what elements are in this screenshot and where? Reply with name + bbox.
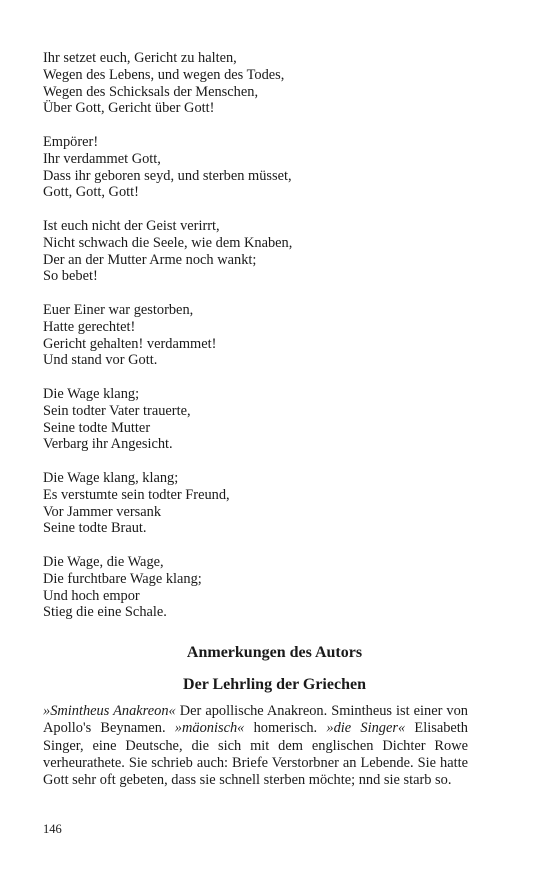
poem-line: Gericht gehalten! verdammet!: [43, 335, 217, 352]
stanza: [43, 134, 468, 201]
stanza: [43, 302, 468, 369]
note-text: homerisch.: [244, 720, 327, 737]
poem-line: Und stand vor Gott.: [43, 352, 158, 369]
stanza: [43, 386, 468, 453]
poem-line: Verbarg ihr Angesicht.: [43, 436, 173, 453]
stanza: [43, 218, 468, 285]
chapter-title: Der Lehrling der Griechen: [183, 676, 366, 694]
poem-line: Seine todte Mutter: [43, 419, 151, 436]
page-number: 146: [43, 822, 62, 836]
poem-line: Wegen des Lebens, und wegen des Todes,: [43, 66, 285, 83]
poem-line: Ihr verdammet Gott,: [43, 150, 161, 167]
poem-line: Empörer!: [43, 133, 99, 150]
poem: [43, 50, 468, 621]
poem-line: Die Wage klang, klang;: [43, 469, 179, 486]
poem-line: Die Wage, die Wage,: [43, 553, 164, 570]
poem-line: So bebet!: [43, 268, 98, 285]
note-term: »die Singer«: [326, 720, 406, 737]
poem-line: Vor Jammer versank: [43, 503, 162, 520]
poem-line: Seine todte Braut.: [43, 520, 147, 537]
poem-line: Hatte gerechtet!: [43, 318, 136, 335]
poem-line: Stieg die eine Schale.: [43, 604, 167, 621]
poem-line: Sein todter Vater trauerte,: [43, 402, 191, 419]
poem-line: Ist euch nicht der Geist verirrt,: [43, 217, 220, 234]
note-text: Elisabeth Singer, eine Deutsche, die sich mit dem englischen Dichter Rowe verheurathete. Sie schrieb auch: Briefe Verstorbner an Lebende. Sie hatte Gott sehr oft gebeten, dass sie schnell sterben möchte; nnd sie starb so.: [43, 720, 468, 788]
poem-line: Euer Einer war gestorben,: [43, 301, 194, 318]
poem-line: Nicht schwach die Seele, wie dem Knaben,: [43, 234, 293, 251]
stanza: [43, 470, 468, 537]
stanza: [43, 554, 468, 621]
poem-line: Die Wage klang;: [43, 385, 140, 402]
page-content: [43, 50, 468, 789]
poem-line: Die furchtbare Wage klang;: [43, 570, 202, 587]
note-term: »mäonisch«: [174, 720, 245, 737]
poem-line: Gott, Gott, Gott!: [43, 184, 139, 201]
note-term: »Smintheus Anakreon«: [43, 703, 176, 720]
poem-line: Über Gott, Gericht über Gott!: [43, 100, 215, 117]
poem-line: Dass ihr geboren seyd, und sterben müsset,: [43, 167, 292, 184]
poem-line: Es verstumte sein todter Freund,: [43, 486, 230, 503]
poem-line: Ihr setzet euch, Gericht zu halten,: [43, 50, 237, 66]
note-paragraph: [43, 703, 468, 789]
note-text: Der apollische Anakreon. Smintheus ist einer von Apollo's Beynamen.: [43, 703, 468, 737]
poem-line: Der an der Mutter Arme noch wankt;: [43, 251, 257, 268]
poem-line: Wegen des Schicksals der Menschen,: [43, 83, 259, 100]
stanza: [43, 50, 468, 117]
section-title: Anmerkungen des Autors: [186, 644, 363, 662]
poem-line: Und hoch empor: [43, 587, 140, 604]
